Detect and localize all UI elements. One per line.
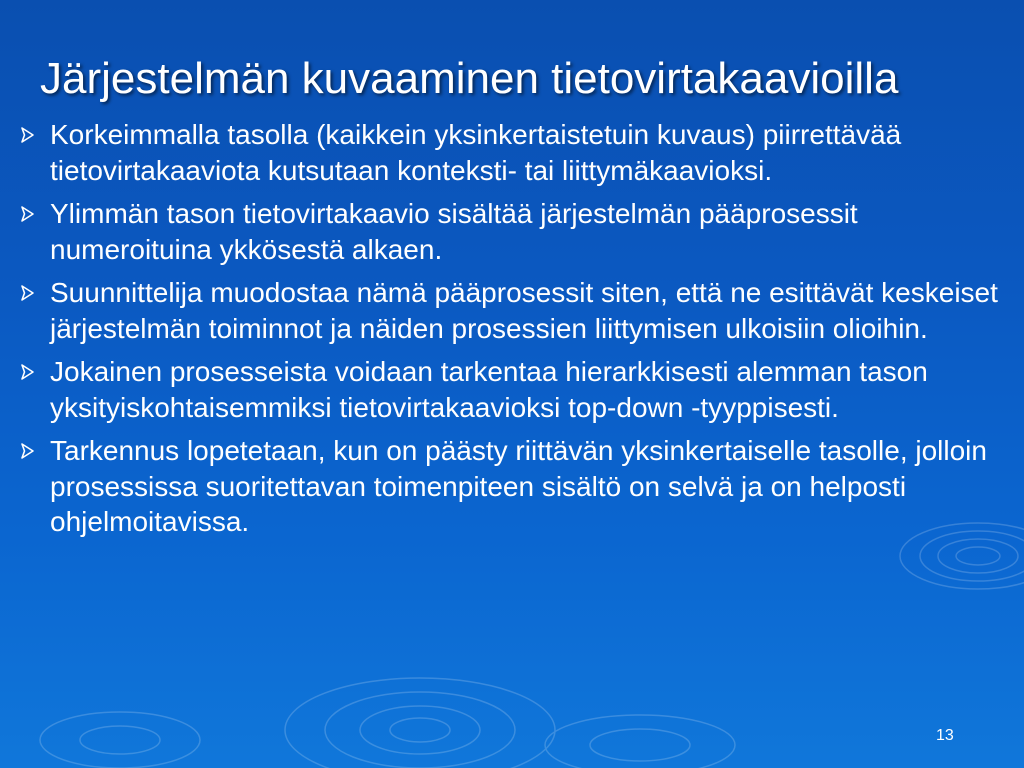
bullet-text: Jokainen prosesseista voidaan tarkentaa hierarkkisesti alemman tason yksityiskohtaisemmiksi tietovirtakaavioksi top-down -tyyppisesti.: [50, 356, 928, 423]
arrow-bullet-icon: [18, 126, 36, 144]
bullet-text: Korkeimmalla tasolla (kaikkein yksinkertaistetuin kuvaus) piirrettävää tietovirtakaaviota kutsutaan konteksti- tai liittymäkaavioksi.: [50, 119, 902, 186]
arrow-bullet-icon: [18, 284, 36, 302]
list-item: [10, 117, 1005, 188]
list-item: [10, 433, 1005, 540]
bullet-text: Tarkennus lopetetaan, kun on päästy riittävän yksinkertaiselle tasolle, jolloin prosessissa suoritettavan toimenpiteen sisältö on selvä ja on helposti ohjelmoitavissa.: [50, 435, 987, 537]
list-item: [10, 354, 1005, 425]
list-item: [10, 275, 1005, 346]
list-item: [10, 196, 1005, 267]
arrow-bullet-icon: [18, 205, 36, 223]
arrow-bullet-icon: [18, 363, 36, 381]
bullet-text: Suunnittelija muodostaa nämä pääprosessit siten, että ne esittävät keskeiset järjestelmän toiminnot ja näiden prosessien liittymisen ulkoisiin olioihin.: [50, 277, 998, 344]
arrow-bullet-icon: [18, 442, 36, 460]
bullet-text: Ylimmän tason tietovirtakaavio sisältää järjestelmän pääprosessit numeroituina ykkösestä alkaen.: [50, 198, 858, 265]
page-number: 13: [936, 727, 954, 744]
bullet-list: [10, 117, 1005, 548]
slide-title: Järjestelmän kuvaaminen tietovirtakaavioilla: [40, 54, 899, 103]
